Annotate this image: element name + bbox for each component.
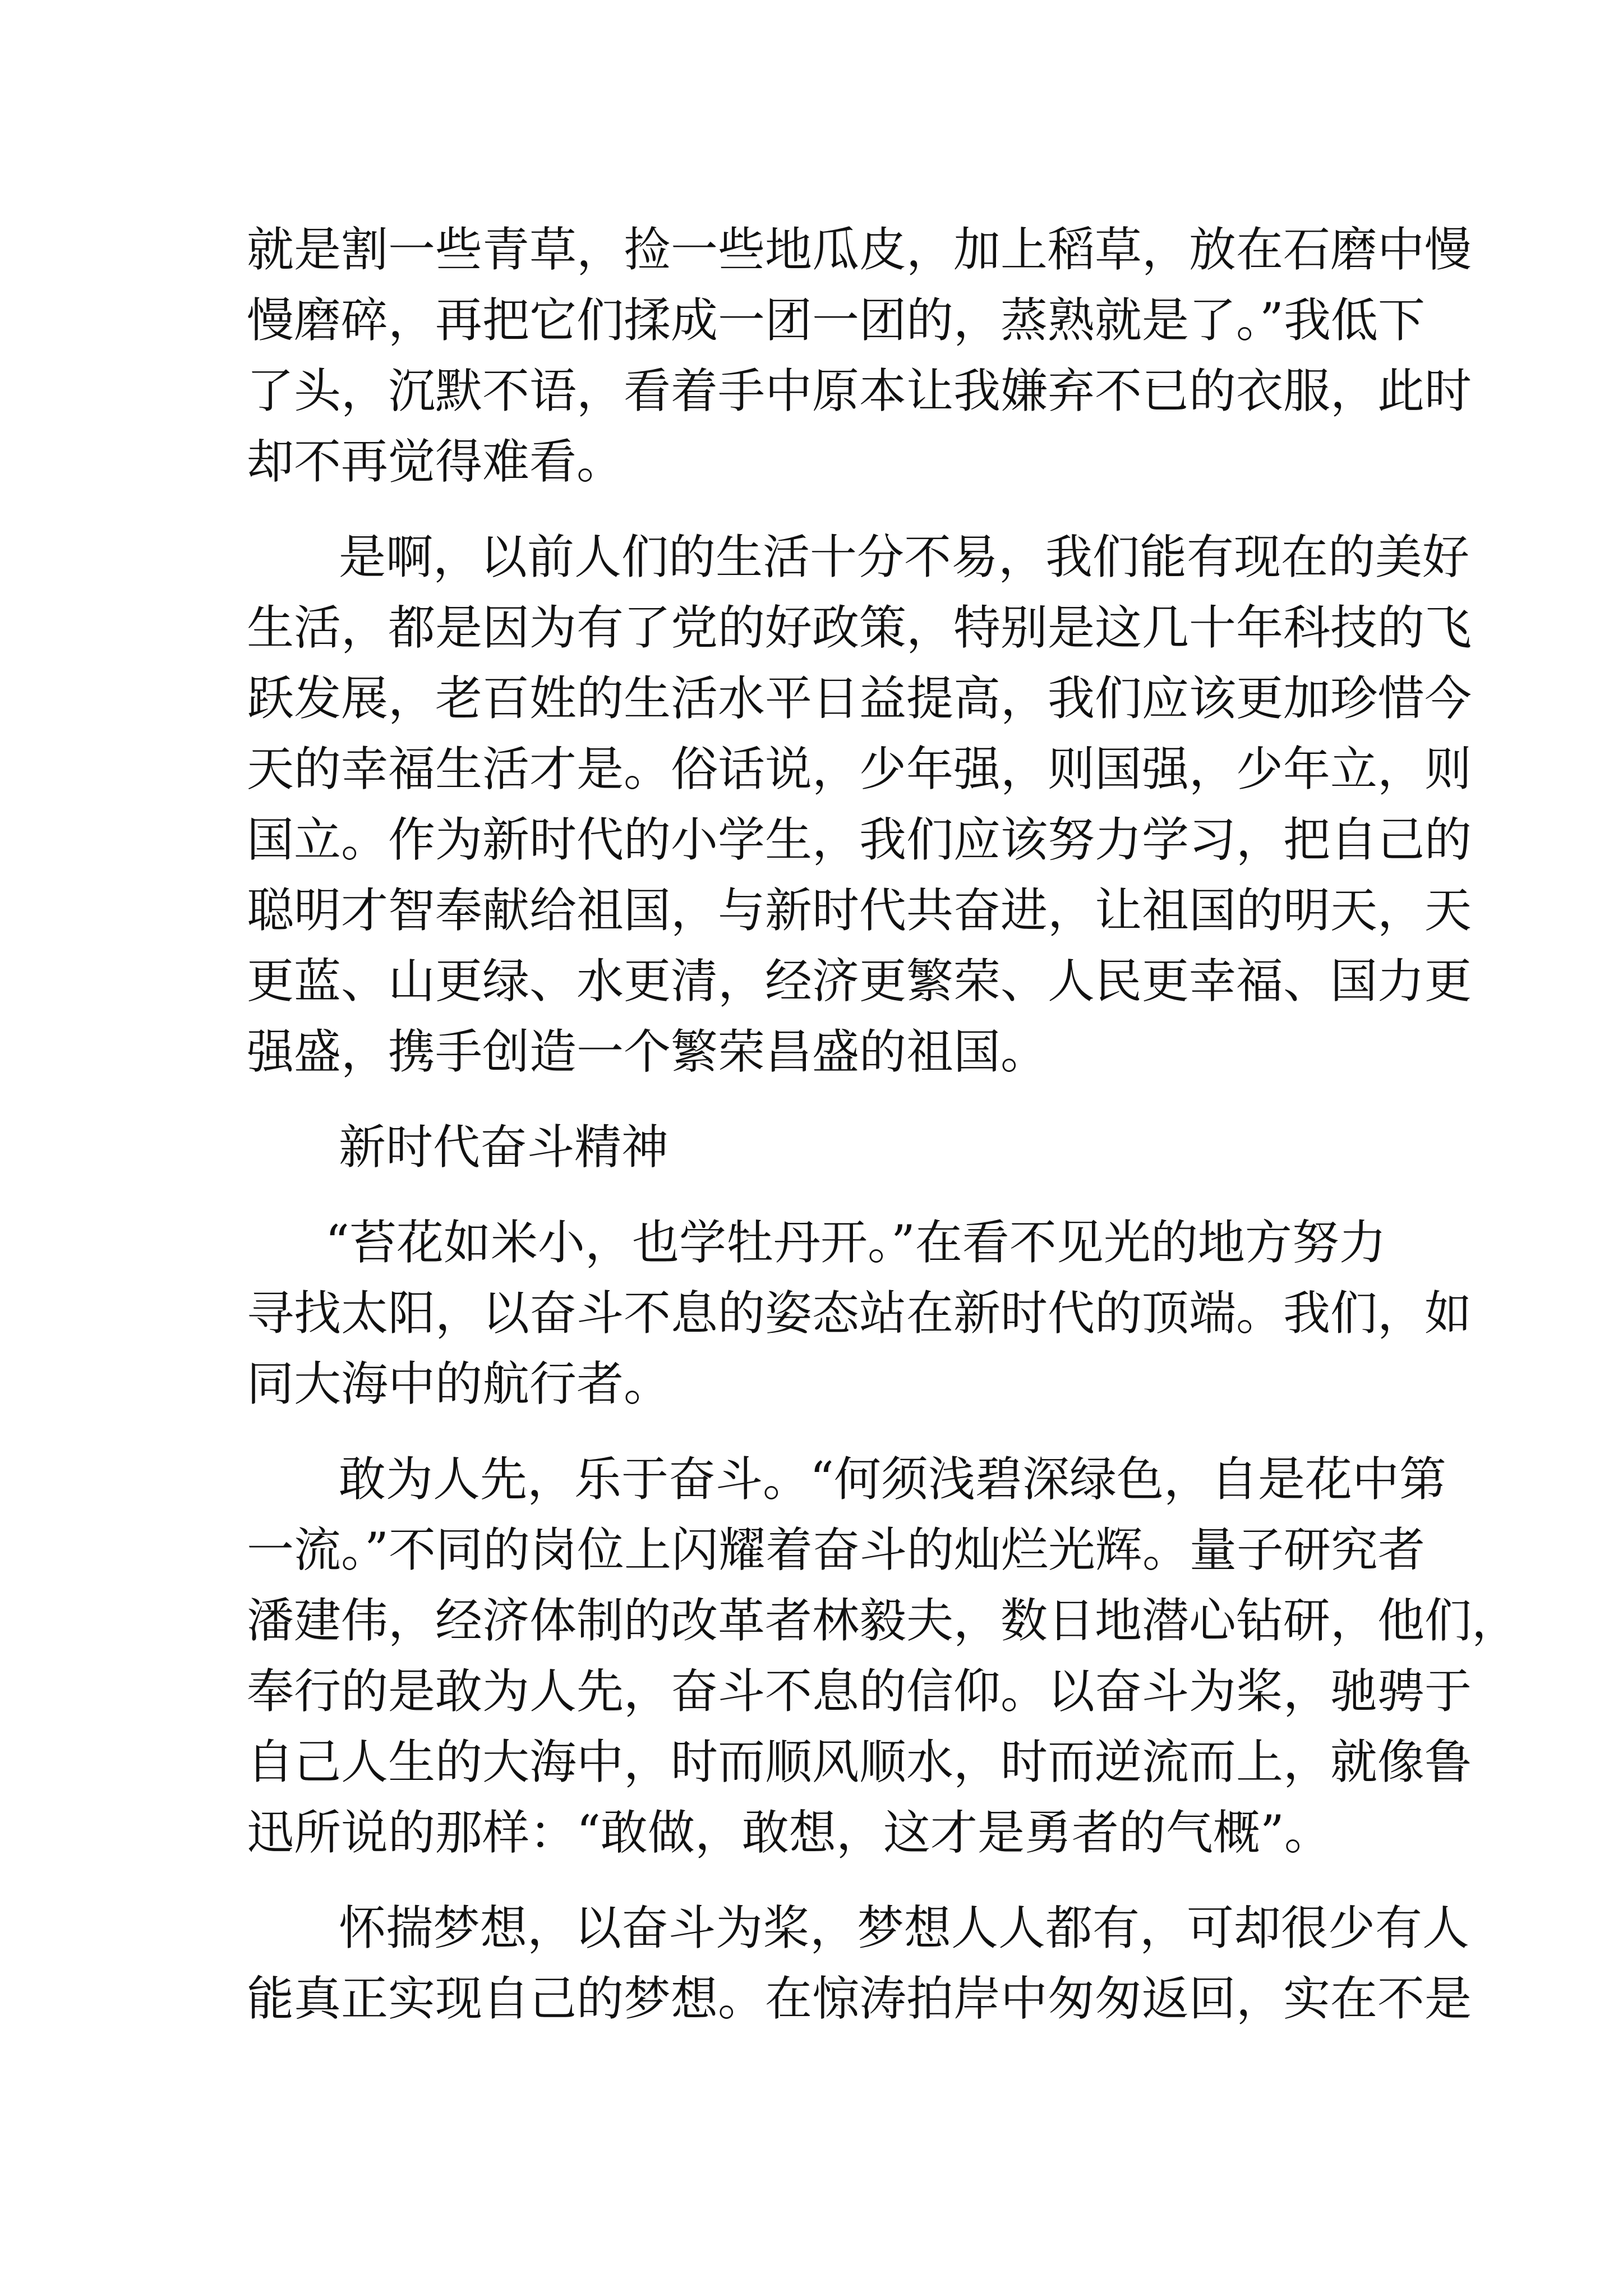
text-line: 潘建伟，经济体制的改革者林毅夫，数日地潜心钻研，他们， — [247, 1593, 1519, 1648]
text-line: “苔花如米小，也学牡丹开。”在看不见光的地方努力 — [325, 1215, 1386, 1270]
text-line: 跃发展，老百姓的生活水平日益提高，我们应该更加珍惜今 — [247, 671, 1472, 726]
text-line: 自己人生的大海中，时而顺风顺水，时而逆流而上，就像鲁 — [247, 1734, 1472, 1789]
text-line: 一流。”不同的岗位上闪耀着奋斗的灿烂光辉。量子研究者 — [247, 1522, 1425, 1577]
text-line: 奉行的是敢为人先，奋斗不息的信仰。以奋斗为桨，驰骋于 — [247, 1664, 1472, 1719]
body-text — [247, 214, 1519, 2034]
text-line: 国立。作为新时代的小学生，我们应该努力学习，把自己的 — [247, 812, 1472, 867]
text-line: 寻找太阳，以奋斗不息的姿态站在新时代的顶端。我们，如 — [247, 1286, 1472, 1341]
text-line: 慢磨碎，再把它们揉成一团一团的，蒸熟就是了。”我低下 — [247, 293, 1425, 348]
text-line: 却不再觉得难看。 — [247, 434, 624, 489]
text-line: 天的幸福生活才是。俗话说，少年强，则国强，少年立，则 — [247, 742, 1472, 797]
text-line: 能真正实现自己的梦想。在惊涛拍岸中匆匆返回，实在不是 — [247, 1971, 1472, 2026]
text-line: 更蓝、山更绿、水更清，经济更繁荣、人民更幸福、国力更 — [247, 954, 1472, 1009]
text-line: 强盛，携手创造一个繁荣昌盛的祖国。 — [247, 1024, 1048, 1079]
text-line: 了头，沉默不语，看着手中原本让我嫌弃不已的衣服，此时 — [247, 364, 1472, 418]
text-line: 生活，都是因为有了党的好政策，特别是这几十年科技的飞 — [247, 600, 1472, 655]
text-line: 是啊，以前人们的生活十分不易，我们能有现在的美好 — [339, 530, 1470, 585]
text-line: 敢为人先，乐于奋斗。“何须浅碧深绿色，自是花中第 — [339, 1452, 1446, 1507]
text-line: 就是割一些青草，捡一些地瓜皮，加上稻草，放在石磨中慢 — [247, 222, 1472, 277]
text-line: 同大海中的航行者。 — [247, 1356, 671, 1411]
text-line: 聪明才智奉献给祖国，与新时代共奋进，让祖国的明天，天 — [247, 883, 1472, 938]
text-line: 迅所说的那样：“敢做，敢想，这才是勇者的气概”。 — [247, 1805, 1331, 1860]
text-line: 怀揣梦想，以奋斗为桨，梦想人人都有，可却很少有人 — [339, 1901, 1470, 1955]
section-heading: 新时代奋斗精神 — [339, 1120, 669, 1175]
